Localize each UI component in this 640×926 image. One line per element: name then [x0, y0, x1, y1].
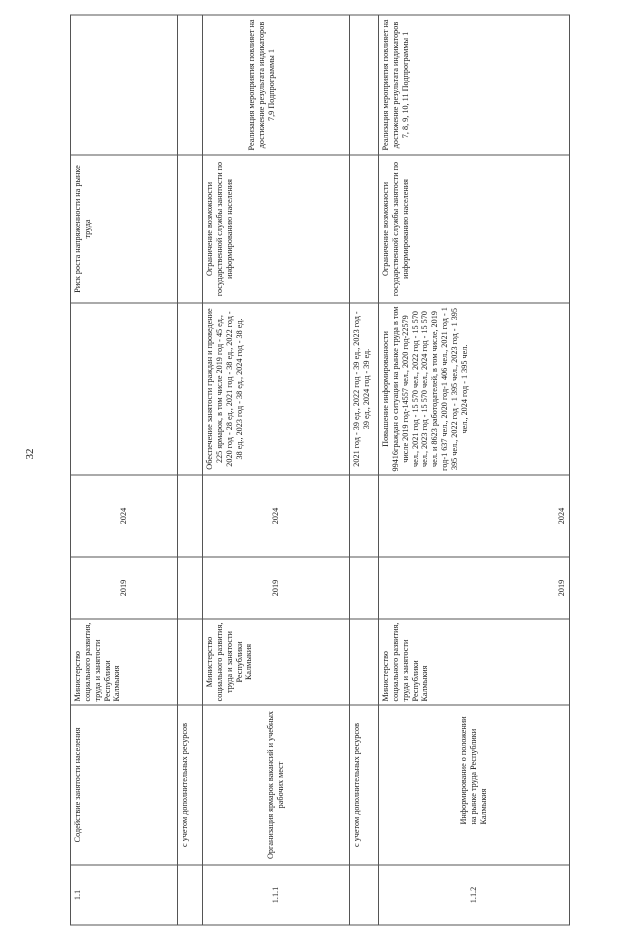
measure-start-year: 2019 [203, 557, 350, 619]
measure-result: Обеспечение занятости граждан и проведение 225 ярмарок, в том числе 2019 год - 45 ед., 2020 год - 28 ед., 2021 год - 38 ед., 2022 год - 38 ед., 2023 год - 38 ед., 2024 год - 38 ед. [203, 303, 350, 475]
measure-name: Содействие занятости населения [71, 705, 178, 865]
measure-indicator: Реализация мероприятия повлияет на достижение результата индикаторов 7, 8, 9, 10, 11 Подпрограммы 1 [379, 15, 570, 155]
measure-risk: Риск роста напряженности на рынке труда [71, 155, 178, 303]
table-row [178, 15, 203, 925]
measure-name: Информирование о положении на рынке труда Республики Калмыкия [379, 705, 570, 865]
additional-resources-note: с учетом дополнительных ресурсов [178, 705, 203, 865]
table-row [203, 15, 350, 925]
measure-risk: Ограничение возможности государственной службы занятости по информированию населения [379, 155, 570, 303]
measure-executor: Министерство социального развития, труда и занятости Республики Калмыкия [379, 619, 570, 705]
measure-name: Организация ярмарок вакансий и учебных рабочих мест [203, 705, 350, 865]
measure-indicator [71, 15, 178, 155]
measure-indicator: Реализация мероприятия повлияет на достижение результата индикаторов 7,9 Подпрограммы 1 [203, 15, 350, 155]
measure-number: 1.1 [71, 865, 178, 925]
measure-risk: Ограничение возможности государственной службы занятости по информированию населения [203, 155, 350, 303]
table-row [350, 15, 379, 925]
measure-number: 1.1.1 [203, 865, 350, 925]
table-row [71, 15, 178, 925]
additional-resources-result: 2021 год - 39 ед., 2022 год - 39 ед., 2023 год - 39 ед., 2024 год - 39 ед. [350, 303, 379, 475]
measure-start-year: 2019 [379, 557, 570, 619]
table-row [379, 15, 570, 925]
measure-result: Повышение информированности 99416граждан о ситуации на рынке труда в том числе 2019 год-14557 чел., 2020 год-22579 чел., 2021 год - 15 570 чел., 2022 год - 15 570 чел., 2023 год - 15 570 чел., 2024 год - 15 570 чел. и 8623 работодателей, в том числе, 2019 год-1 637 чел., 2020 год-1 406 чел., 2021 год - 1 395 чел., 2022 год - 1 395 чел., 2023 год - 1 395 чел., 2024 год - 1 395 чел. [379, 303, 570, 475]
measure-executor: Министерство социального развития, труда и занятости Республики Калмыкия [203, 619, 350, 705]
measure-end-year: 2024 [71, 475, 178, 557]
additional-resources-note: с учетом дополнительных ресурсов [350, 705, 379, 865]
page-number: 32 [24, 448, 36, 460]
measure-number: 1.1.2 [379, 865, 570, 925]
program-measures-table [70, 15, 570, 926]
measure-end-year: 2024 [203, 475, 350, 557]
measure-executor: Министерство социального развития, труда и занятости Республики Калмыкия [71, 619, 178, 705]
measure-end-year: 2024 [379, 475, 570, 557]
measure-start-year: 2019 [71, 557, 178, 619]
measure-result [71, 303, 178, 475]
